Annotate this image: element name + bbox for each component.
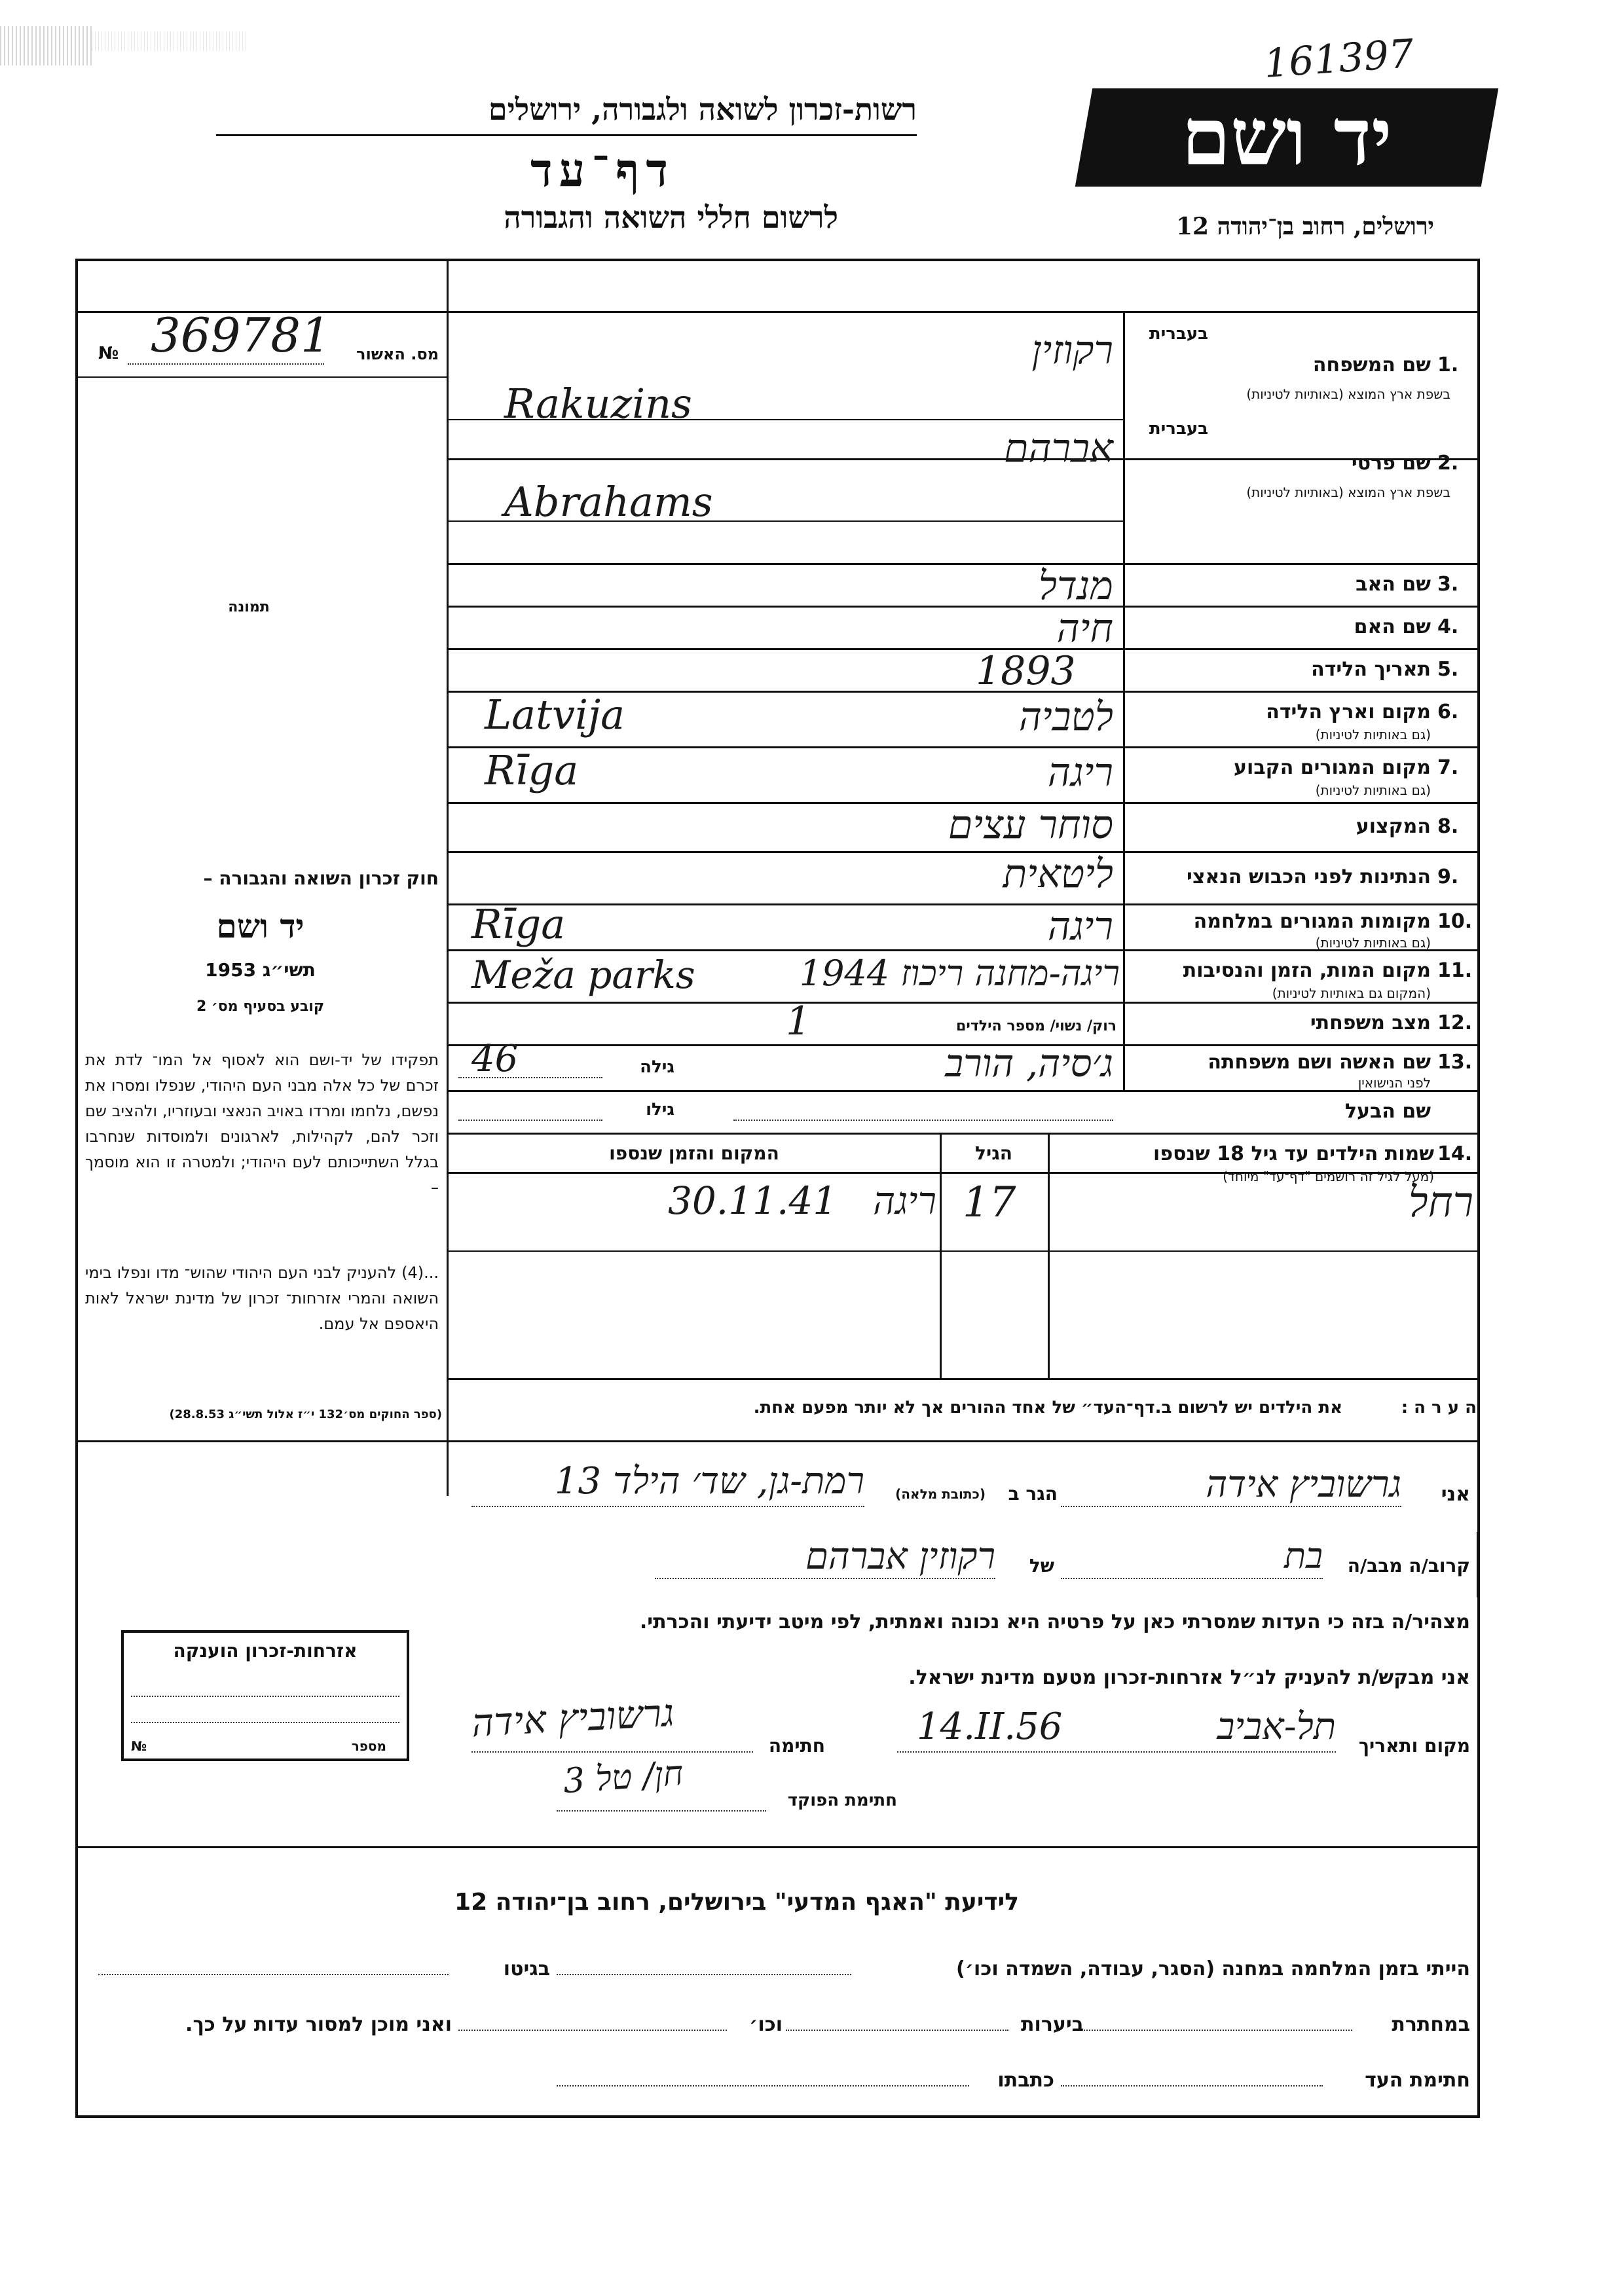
request-text: אני מבקש/ת להעניק לנ״ל אזרחות-זכרון מטעם מדינת ישראל. (908, 1666, 1470, 1689)
declaration-place: תל-אביב (1217, 1705, 1336, 1748)
field-2-number: 2. (1437, 452, 1459, 475)
of-name: רקוזין אברהם (805, 1535, 995, 1578)
page-subtitle: לרשום חללי השואה והגבורה (504, 200, 838, 235)
bottom-line2-b: ביערות (1021, 2013, 1084, 2036)
field-12-label: מצב משפחתי (1310, 1011, 1431, 1034)
authority-name: רשות-זכרון לשואה ולגבורה, ירושלים (488, 92, 917, 127)
field-3-value: מנדל (1038, 563, 1113, 609)
field-1-hebrew-tag: בעברית (1149, 324, 1208, 344)
serial-number: 161397 (1262, 31, 1416, 87)
field-11-value-he: ריגה-מחנה ריכוז 1944 (799, 953, 1120, 994)
bottom-title: לידיעת "האגף המדעי" בירושלים, רחוב בן־יהודה 12 (454, 1889, 1019, 1916)
field-2-sub: בשפת ארץ המוצא (באותיות לטיניות) (1246, 484, 1450, 500)
law-footnote: (ספר החוקים מס׳132 י״ז אלול תשי״ג 28.8.53) (169, 1408, 442, 1421)
scan-smudge (92, 31, 249, 51)
field-4-number: 4. (1437, 615, 1459, 638)
declarant-signature: גרשוביץ אידה (470, 1690, 675, 1746)
bottom-line2-a: במחתרת (1392, 2013, 1470, 2036)
field-1-value-latin: Rakuzins (504, 380, 692, 428)
note-label: ה ע ר ה : (1401, 1398, 1477, 1417)
field-4-label: שם האם (1354, 615, 1431, 638)
office-address: ירושלים, רחוב בן־יהודה 12 (1175, 213, 1434, 240)
field-5-label: תאריך הלידה (1311, 658, 1431, 681)
field-1-value-he: רקוזין (1031, 327, 1113, 373)
children-sub: (מעל לגיל זה רושמים "דף־עד" מיוחד) (1223, 1169, 1434, 1184)
field-11-sub: (המקום גם באותיות לטיניות) (1272, 985, 1431, 1001)
resides-label: הגר ב (1008, 1483, 1058, 1504)
law-text-1: תפקידו של יד-ושם הוא לאסוף אל המו־ לדת את זכרם של כל אלה מבני העם היהודי, שנפלו ומסרו את נפשם, נלחמו ומרדו באויב הנאצי ובעוזריו, ולהציב שם וזכר להם, לקהילות, לארגונים ולמוסדות שנחרבו בגלל השתייכותם לעם היהודי; ולמטרה זו הוא מוסמך – (85, 1051, 439, 1197)
law-title: חוק זכרון השואה והגבורה – (203, 867, 439, 889)
field-1-number: 1. (1437, 354, 1459, 376)
field-7-number: 7. (1437, 756, 1459, 779)
child-1-name: רחל (1408, 1178, 1473, 1227)
scan-smudge (0, 26, 92, 65)
field-8-label: המקצוע (1356, 815, 1431, 838)
declarant-name: גרשוביץ אידה (1206, 1463, 1401, 1506)
field-12-sub: רוק/ נשוי/ מספר הילדים (956, 1018, 1116, 1034)
field-11-label: מקום המות, הזמן והנסיבות (1183, 959, 1431, 982)
children-label: שמות הילדים עד גיל 18 שנספו (1153, 1142, 1434, 1165)
husband-label: שם הבעל (1344, 1100, 1431, 1123)
logo-text: יד ושם (1181, 91, 1392, 183)
declarant-prefix: אני (1441, 1483, 1470, 1506)
approval-label: מס. האשור (356, 345, 439, 363)
bottom-line1-a: הייתי בזמן המלחמה במחנה (הסגר, עבודה, השמדה וכו׳) (956, 1958, 1470, 1980)
field-13-number: 13. (1437, 1051, 1473, 1074)
note-text: את הילדים יש לרשום ב.דף־העד״ של אחד ההורים אך לא יותר מפעם אחת. (753, 1398, 1342, 1417)
field-12-number: 12. (1437, 1011, 1473, 1034)
citizenship-box-title: אזרחות-זכרון הוענקה (173, 1640, 358, 1662)
of-label: של (1029, 1555, 1054, 1576)
address-hint: (כתובת מלאה) (895, 1486, 986, 1502)
signature-label: חתימה (768, 1735, 825, 1757)
field-3-label: שם האב (1356, 573, 1431, 596)
field-8-number: 8. (1437, 815, 1459, 838)
page-title: דף־עד (530, 143, 674, 197)
field-13-sub: לפני הנישואין (1357, 1075, 1431, 1091)
examiner-signature: 3 חן/ טל (562, 1753, 685, 1802)
field-2-value-latin: Abrahams (504, 478, 713, 526)
bottom-line3-b: כתבתו (997, 2069, 1054, 2092)
field-6-value-latin: Latvija (485, 691, 625, 738)
declarant-address: רמת-גן, שד׳ הילד 13 (554, 1460, 864, 1503)
declaration-date: 14.II.56 (917, 1705, 1063, 1748)
bottom-line2-d: ואני מוכן למסור עדות על כך. (185, 2013, 452, 2036)
field-9-number: 9. (1437, 866, 1459, 888)
field-10-sub: (גם באותיות לטיניות) (1315, 935, 1431, 951)
field-5-number: 5. (1437, 658, 1459, 681)
photo-label: תמונה (228, 599, 270, 615)
declarant-relation: בת (1284, 1535, 1323, 1576)
field-6-value-he: לטביה (1018, 694, 1113, 740)
field-13-age-label: גילה (640, 1057, 674, 1077)
field-10-number: 10. (1437, 910, 1473, 933)
field-11-number: 11. (1437, 959, 1473, 982)
citizenship-box-number: מספר (351, 1738, 386, 1754)
children-number: 14. (1437, 1142, 1473, 1165)
field-7-sub: (גם באותיות לטיניות) (1315, 782, 1431, 798)
field-12-value: 1 (786, 998, 811, 1044)
field-10-value-latin: Rīga (471, 900, 566, 948)
law-clause: קובע בסעיף מס׳ 2 (196, 998, 325, 1015)
field-3-number: 3. (1437, 573, 1459, 596)
field-13-value: ג׳סיה, הורב (945, 1041, 1113, 1085)
child-1-age: 17 (963, 1178, 1016, 1227)
field-13-age-value: 46 (471, 1038, 519, 1080)
field-1-label: שם המשפחה (1312, 354, 1431, 376)
bottom-line3-a: חתימת העד (1365, 2069, 1470, 2092)
relation-label: קרוב/ה מבב/ה (1347, 1555, 1470, 1576)
examiner-label: חתימת הפוקד (787, 1791, 897, 1810)
field-13-label: שם האשה ושם משפחתה (1208, 1051, 1431, 1074)
place-date-label: מקום ותאריך (1358, 1735, 1470, 1757)
bottom-line2-c: וכו׳ (749, 2013, 783, 2036)
field-2-hebrew-tag: בעברית (1149, 419, 1208, 439)
field-9-label: הנתינות לפני הכבוש הנאצי (1187, 866, 1431, 888)
field-2-value-he: אברהם (1004, 426, 1113, 471)
law-name: יד ושם (216, 907, 304, 945)
approval-number: 369781 (151, 308, 331, 363)
field-6-sub: (גם באותיות לטיניות) (1315, 727, 1431, 742)
law-text-2: ...(4) להעניק לבני העם היהודי שהוש־ מדו ונפלו בימי השואה והמרי אזרחות־ זכרון של מדינת ישראל לאות היאספם אל עמם. (85, 1264, 439, 1333)
field-9-value: ליטאית (1003, 851, 1113, 897)
field-1-sub: בשפת ארץ המוצא (באותיות לטיניות) (1246, 386, 1450, 402)
field-5-value: 1893 (976, 648, 1076, 694)
child-1-date: 30.11.41 (668, 1178, 838, 1223)
citizenship-no-symbol: № (131, 1738, 147, 1754)
approval-no-symbol: № (98, 344, 119, 363)
field-7-label: מקום המגורים הקבוע (1234, 756, 1431, 779)
husband-age-label: גילו (646, 1100, 674, 1120)
law-year: תשי״ג 1953 (205, 959, 316, 981)
declaration-text: מצהיר/ה בזה כי העדות שמסרתי כאן על פרטיה היא נכונה ואמתית, לפי מיטב ידיעתי והכרתי. (639, 1611, 1470, 1633)
field-8-value: סוחר עצים (948, 802, 1113, 848)
field-4-value: חיה (1056, 606, 1113, 651)
field-2-label: שם פרטי (1351, 452, 1431, 475)
field-6-label: מקום וארץ הלידה (1266, 701, 1431, 723)
children-col-place: המקום והזמן שנספו (609, 1142, 779, 1164)
children-col-age: הגיל (975, 1142, 1012, 1164)
field-10-value-he: ריגה (1047, 903, 1113, 949)
bottom-line1-b: בגיטו (503, 1958, 550, 1980)
field-7-value-he: ריגה (1047, 750, 1113, 795)
field-11-value-latin: Meža parks (471, 953, 695, 997)
field-6-number: 6. (1437, 701, 1459, 723)
header-rule (216, 134, 917, 136)
field-7-value-latin: Rīga (485, 746, 579, 794)
child-1-place: ריגה (873, 1178, 936, 1223)
field-10-label: מקומות המגורים במלחמה (1193, 910, 1431, 933)
